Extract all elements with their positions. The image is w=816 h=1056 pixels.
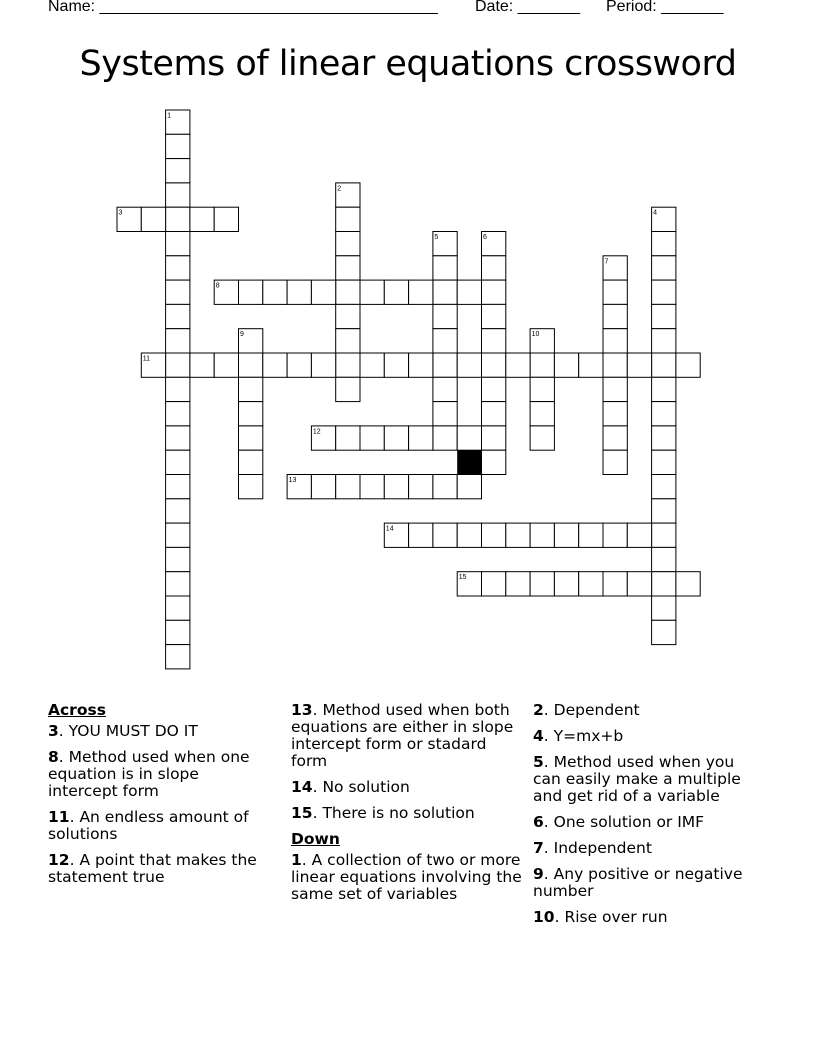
grid-cell[interactable] (166, 377, 190, 401)
grid-cell[interactable] (166, 280, 190, 304)
grid-cell[interactable] (336, 475, 360, 499)
clue-down-10: 10. Rise over run (533, 908, 668, 926)
grid-cell[interactable] (603, 280, 627, 304)
grid-cell[interactable] (579, 353, 603, 377)
clue-number-5: 5 (434, 234, 439, 241)
grid-cell[interactable] (482, 377, 506, 401)
grid-cell[interactable] (166, 620, 190, 644)
clue-across-15: 15. There is no solution (291, 804, 475, 822)
grid-cell[interactable] (287, 280, 311, 304)
clue-down-4: 4. Y=mx+b (533, 727, 624, 745)
grid-cell[interactable] (336, 280, 360, 304)
down-heading: Down (291, 830, 340, 848)
grid-cell[interactable] (311, 353, 335, 377)
grid-cell[interactable] (676, 353, 700, 377)
grid-cell[interactable] (166, 329, 190, 353)
grid-cell[interactable] (384, 353, 408, 377)
grid-cell[interactable] (482, 304, 506, 328)
grid-cell[interactable] (166, 596, 190, 620)
grid-cell[interactable] (652, 329, 676, 353)
clue-down-7: 7. Independent (533, 839, 652, 857)
clue-number-15: 15 (458, 574, 467, 582)
grid-cell[interactable] (482, 426, 506, 450)
clue-number-4: 4 (653, 209, 658, 217)
date-field: Date: _______ (475, 0, 580, 15)
clue-across-11: 11. An endless amount of solutions (48, 808, 249, 843)
grid-cell[interactable] (652, 256, 676, 280)
grid-cell[interactable] (603, 353, 627, 377)
grid-cell[interactable] (141, 207, 165, 231)
clue-across-8: 8. Method used when one equation is in slope intercept form (48, 748, 250, 800)
grid-cell[interactable] (239, 377, 263, 401)
grid-cell[interactable] (603, 304, 627, 328)
grid-cell[interactable] (652, 475, 676, 499)
clue-number-11: 11 (142, 355, 151, 363)
grid-cell[interactable] (336, 329, 360, 353)
grid-cell[interactable] (336, 304, 360, 328)
grid-cell[interactable] (482, 329, 506, 353)
grid-cell[interactable] (166, 304, 190, 328)
grid-cell[interactable] (336, 426, 360, 450)
grid-cell[interactable] (166, 134, 190, 158)
grid-cell[interactable] (433, 256, 457, 280)
grid-cell[interactable] (530, 523, 554, 547)
grid-cell[interactable] (554, 353, 578, 377)
grid-cell[interactable] (409, 353, 433, 377)
grid-cell[interactable] (652, 572, 676, 596)
clue-down-5: 5. Method used when you can easily make a multiple and get rid of a variable (533, 753, 741, 805)
grid-cell[interactable] (603, 450, 627, 474)
grid-cell[interactable] (457, 523, 481, 547)
grid-cell[interactable] (166, 475, 190, 499)
grid-cell[interactable] (311, 280, 335, 304)
grid-cell[interactable] (409, 475, 433, 499)
grid-cell[interactable] (506, 353, 530, 377)
clue-number-7: 7 (604, 258, 609, 266)
grid-cell[interactable] (433, 280, 457, 304)
grid-cell[interactable] (166, 426, 190, 450)
grid-cell[interactable] (554, 572, 578, 596)
grid-cell[interactable] (603, 523, 627, 547)
grid-cell[interactable] (530, 572, 554, 596)
clue-number-6: 6 (483, 234, 487, 241)
clue-number-2: 2 (337, 185, 342, 193)
grid-cell[interactable] (603, 426, 627, 450)
clue-number-14: 14 (385, 525, 394, 533)
grid-cell[interactable] (482, 402, 506, 426)
grid-cell[interactable] (166, 450, 190, 474)
grid-cell[interactable] (360, 426, 384, 450)
grid-cell[interactable] (166, 256, 190, 280)
clue-across-14: 14. No solution (291, 778, 410, 796)
grid-cell[interactable] (239, 475, 263, 499)
grid-cell[interactable] (433, 329, 457, 353)
clue-number-3: 3 (118, 209, 123, 217)
grid-cell[interactable] (652, 450, 676, 474)
grid-cell[interactable] (530, 426, 554, 450)
grid-cell[interactable] (214, 353, 238, 377)
grid-cell[interactable] (166, 645, 190, 669)
grid-cell[interactable] (166, 402, 190, 426)
grid-cell[interactable] (652, 304, 676, 328)
grid-cell[interactable] (530, 402, 554, 426)
clue-down-9: 9. Any positive or negative number (533, 865, 743, 900)
grid-cell[interactable] (263, 280, 287, 304)
grid-cell[interactable] (482, 256, 506, 280)
grid-cell[interactable] (384, 280, 408, 304)
grid-cell[interactable] (433, 523, 457, 547)
grid-cell[interactable] (652, 620, 676, 644)
clue-number-13: 13 (288, 477, 297, 484)
page-title: Systems of linear equations crossword (79, 44, 737, 84)
grid-cell[interactable] (506, 523, 530, 547)
grid-cell[interactable] (190, 207, 214, 231)
clue-number-10: 10 (531, 331, 540, 339)
grid-cell[interactable] (239, 450, 263, 474)
grid-cell[interactable] (457, 280, 481, 304)
grid-cell[interactable] (384, 475, 408, 499)
grid-cell[interactable] (409, 280, 433, 304)
grid-cell[interactable] (482, 523, 506, 547)
clue-down-6: 6. One solution or IMF (533, 813, 705, 831)
grid-cell[interactable] (360, 475, 384, 499)
grid-cell[interactable] (652, 232, 676, 256)
grid-cell[interactable] (482, 280, 506, 304)
grid-cell[interactable] (336, 256, 360, 280)
grid-cell[interactable] (530, 353, 554, 377)
grid-cell[interactable] (652, 353, 676, 377)
grid-cell[interactable] (530, 377, 554, 401)
grid-cell[interactable] (652, 596, 676, 620)
grid-cell[interactable] (311, 475, 335, 499)
grid-cell[interactable] (166, 499, 190, 523)
clue-number-12: 12 (312, 428, 321, 436)
grid-cell[interactable] (409, 523, 433, 547)
grid-cell[interactable] (603, 377, 627, 401)
grid-cell[interactable] (166, 353, 190, 377)
grid-cell[interactable] (239, 426, 263, 450)
grid-cell[interactable] (360, 280, 384, 304)
grid-cell[interactable] (652, 499, 676, 523)
name-field: Name: ______________________________________ (48, 0, 438, 15)
grid-cell[interactable] (263, 353, 287, 377)
grid-cell[interactable] (579, 523, 603, 547)
grid-cell[interactable] (166, 572, 190, 596)
grid-cell[interactable] (627, 523, 651, 547)
period-field: Period: _______ (606, 0, 724, 15)
grid-cell[interactable] (239, 353, 263, 377)
grid-cell[interactable] (652, 426, 676, 450)
grid-cell[interactable] (579, 572, 603, 596)
grid-cell[interactable] (166, 183, 190, 207)
black-square (457, 450, 481, 474)
grid-cell[interactable] (652, 280, 676, 304)
grid-cell[interactable] (214, 207, 238, 231)
grid-cell[interactable] (627, 353, 651, 377)
grid-cell[interactable] (166, 547, 190, 571)
clue-down-1: 1. A collection of two or more linear equations involving the same set of variables (291, 851, 522, 903)
grid-cell[interactable] (433, 304, 457, 328)
clue-across-12: 12. A point that makes the statement true (48, 851, 257, 886)
clues-column-1 (48, 702, 273, 895)
grid-cell[interactable] (239, 280, 263, 304)
grid-cell[interactable] (627, 572, 651, 596)
grid-cell[interactable] (287, 353, 311, 377)
grid-cell[interactable] (652, 402, 676, 426)
grid-cell[interactable] (603, 572, 627, 596)
grid-cell[interactable] (554, 523, 578, 547)
clue-across-3: 3. YOU MUST DO IT (48, 722, 198, 740)
grid-cell[interactable] (482, 450, 506, 474)
grid-cell[interactable] (433, 426, 457, 450)
grid-cell[interactable] (603, 329, 627, 353)
clues-column-3 (533, 702, 743, 935)
grid-cell[interactable] (384, 426, 408, 450)
grid-cell[interactable] (166, 207, 190, 231)
clues-column-2 (291, 702, 525, 912)
grid-cell[interactable] (336, 207, 360, 231)
grid-cell[interactable] (506, 572, 530, 596)
grid-cell[interactable] (336, 353, 360, 377)
clue-down-2: 2. Dependent (533, 701, 640, 719)
clue-across-13: 13. Method used when both equations are either in slope intercept form or stadard form (291, 701, 514, 770)
grid-cell[interactable] (652, 377, 676, 401)
grid-cell[interactable] (433, 353, 457, 377)
clue-number-9: 9 (240, 331, 244, 339)
grid-cell[interactable] (239, 402, 263, 426)
grid-cell[interactable] (482, 572, 506, 596)
grid-cell[interactable] (336, 377, 360, 401)
clue-number-8: 8 (215, 282, 220, 290)
grid-cell[interactable] (336, 232, 360, 256)
grid-cell[interactable] (360, 353, 384, 377)
grid-cell[interactable] (603, 402, 627, 426)
grid-cell[interactable] (433, 377, 457, 401)
grid-cell[interactable] (433, 402, 457, 426)
grid-cell[interactable] (409, 426, 433, 450)
grid-cell[interactable] (457, 475, 481, 499)
grid-cell[interactable] (457, 426, 481, 450)
grid-cell[interactable] (166, 523, 190, 547)
grid-cell[interactable] (676, 572, 700, 596)
across-heading: Across (48, 701, 106, 719)
clue-number-1: 1 (167, 112, 172, 120)
grid-cell[interactable] (652, 547, 676, 571)
grid-cell[interactable] (457, 353, 481, 377)
grid-cell[interactable] (166, 232, 190, 256)
grid-cell[interactable] (190, 353, 214, 377)
grid-cell[interactable] (482, 353, 506, 377)
grid-cell[interactable] (433, 475, 457, 499)
grid-cell[interactable] (652, 523, 676, 547)
grid-cell[interactable] (166, 159, 190, 183)
